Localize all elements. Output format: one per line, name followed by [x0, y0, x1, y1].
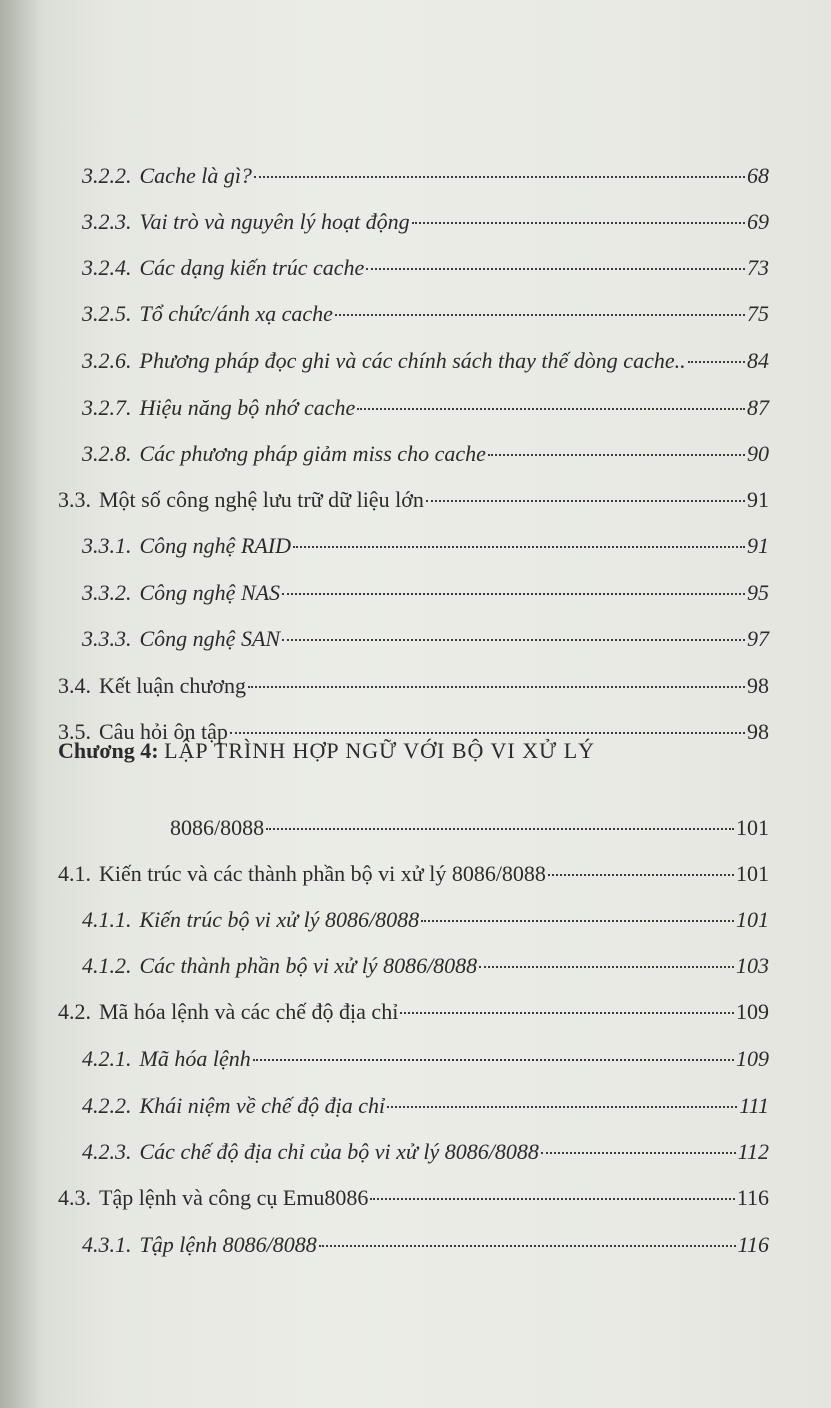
- toc-entry: [82, 208, 769, 236]
- section-number: 4.2.3.: [82, 1139, 132, 1164]
- dot-leader: [230, 732, 745, 734]
- section-number: 3.3.: [58, 487, 91, 512]
- page-number: 101: [736, 861, 769, 886]
- section-title: Các chế độ địa chỉ của bộ vi xử lý 8086/8088: [139, 1139, 539, 1164]
- section-title: Hiệu năng bộ nhớ cache: [139, 395, 356, 420]
- spine-shadow: [0, 0, 40, 1408]
- section-title: Các phương pháp giảm miss cho cache: [139, 441, 486, 466]
- section-number: 3.3.2.: [82, 580, 132, 605]
- section-number: 3.4.: [58, 673, 91, 698]
- dot-leader: [412, 222, 745, 224]
- dot-leader: [421, 920, 734, 922]
- page-number: 116: [737, 1232, 769, 1257]
- section-title: Câu hỏi ôn tập: [99, 719, 228, 744]
- section-title: Phương pháp đọc ghi và các chính sách thay thế dòng cache..: [139, 348, 686, 373]
- dot-leader: [254, 176, 745, 178]
- section-title: Tập lệnh và công cụ Emu8086: [99, 1185, 369, 1210]
- dot-leader: [370, 1198, 734, 1200]
- section-number: 4.2.1.: [82, 1046, 132, 1071]
- toc-entry: [82, 1138, 769, 1166]
- toc-entry: [82, 300, 769, 328]
- section-title: Kết luận chương: [99, 673, 246, 698]
- section-title: Cache là gì?: [139, 163, 252, 188]
- section-number: 3.2.7.: [82, 395, 132, 420]
- page-number: 97: [747, 626, 769, 651]
- dot-leader: [541, 1152, 736, 1154]
- chapter-title-line2-row: [170, 814, 769, 842]
- page-number: 69: [747, 209, 769, 234]
- section-title: Mã hóa lệnh: [139, 1046, 251, 1071]
- section-number: 4.1.1.: [82, 907, 132, 932]
- section-title: Mã hóa lệnh và các chế độ địa chỉ: [99, 999, 399, 1024]
- section-title: Khái niệm về chế độ địa chỉ: [139, 1093, 386, 1118]
- section-number: 4.3.1.: [82, 1232, 132, 1257]
- page-number: 103: [736, 953, 769, 978]
- toc-entry: [82, 347, 769, 375]
- section-title: Công nghệ RAID: [139, 533, 292, 558]
- dot-leader: [426, 500, 745, 502]
- page-number: 84: [747, 348, 769, 373]
- dot-leader: [479, 966, 734, 968]
- page-number: 98: [747, 719, 769, 744]
- page-number: 73: [747, 255, 769, 280]
- section-number: 4.1.: [58, 861, 91, 886]
- page-number: 87: [747, 395, 769, 420]
- section-number: 3.3.3.: [82, 626, 132, 651]
- page-number: 68: [747, 163, 769, 188]
- page-number: 109: [736, 999, 769, 1024]
- section-title: Công nghệ SAN: [139, 626, 281, 651]
- dot-leader: [400, 1012, 734, 1014]
- section-number: 3.2.8.: [82, 441, 132, 466]
- dot-leader: [357, 408, 745, 410]
- page-number: 116: [736, 1185, 769, 1210]
- dot-leader: [282, 593, 745, 595]
- dot-leader: [688, 361, 745, 363]
- toc-entry: [58, 486, 769, 514]
- dot-leader: [335, 314, 745, 316]
- toc-entry: [82, 1231, 769, 1259]
- chapter-title-line2: 8086/8088: [170, 815, 265, 840]
- toc-entry: [82, 394, 769, 422]
- section-title: Kiến trúc bộ vi xử lý 8086/8088: [139, 907, 420, 932]
- dot-leader: [248, 686, 745, 688]
- chapter-heading: [58, 737, 595, 765]
- toc-entry: [82, 579, 769, 607]
- dot-leader: [282, 639, 745, 641]
- section-number: 4.1.2.: [82, 953, 132, 978]
- page-number: 98: [747, 673, 769, 698]
- dot-leader: [548, 874, 734, 876]
- toc-entry: [82, 625, 769, 653]
- page-number: 109: [736, 1046, 769, 1071]
- toc-entry: [82, 1045, 769, 1073]
- toc-entry: [82, 906, 769, 934]
- toc-entry: [58, 998, 769, 1026]
- page-number: 95: [747, 580, 769, 605]
- section-number: 4.2.: [58, 999, 91, 1024]
- toc-entry: [82, 532, 769, 560]
- toc-entry: [82, 440, 769, 468]
- section-title: Kiến trúc và các thành phần bộ vi xử lý 8086/8088: [99, 861, 546, 886]
- dot-leader: [266, 828, 734, 830]
- section-title: Tổ chức/ánh xạ cache: [139, 301, 333, 326]
- dot-leader: [319, 1245, 736, 1247]
- section-number: 3.2.2.: [82, 163, 132, 188]
- chapter-title-line1: LẬP TRÌNH HỢP NGỮ VỚI BỘ VI XỬ LÝ: [164, 738, 596, 763]
- page-number: 101: [736, 907, 769, 932]
- toc-entry: [82, 254, 769, 282]
- section-number: 3.2.5.: [82, 301, 132, 326]
- section-title: Công nghệ NAS: [139, 580, 281, 605]
- dot-leader: [293, 546, 745, 548]
- toc-entry: [82, 162, 769, 190]
- dot-leader: [488, 454, 745, 456]
- section-number: 4.3.: [58, 1185, 91, 1210]
- section-title: Vai trò và nguyên lý hoạt động: [139, 209, 410, 234]
- section-title: Các thành phần bộ vi xử lý 8086/8088: [139, 953, 478, 978]
- page-number: 90: [747, 441, 769, 466]
- section-title: Một số công nghệ lưu trữ dữ liệu lớn: [99, 487, 424, 512]
- toc-entry: [58, 860, 769, 888]
- section-title: Các dạng kiến trúc cache: [139, 255, 365, 280]
- page-number: 91: [747, 533, 769, 558]
- page-number: 91: [747, 487, 769, 512]
- section-number: 3.2.6.: [82, 348, 132, 373]
- dot-leader: [387, 1106, 737, 1108]
- page-number: 75: [747, 301, 769, 326]
- section-number: 4.2.2.: [82, 1093, 132, 1118]
- dot-leader: [366, 268, 745, 270]
- page-number: 111: [739, 1093, 769, 1118]
- section-number: 3.3.1.: [82, 533, 132, 558]
- section-title: Tập lệnh 8086/8088: [139, 1232, 317, 1257]
- section-number: 3.5.: [58, 719, 91, 744]
- page-number: 101: [736, 815, 769, 840]
- toc-entry: [82, 952, 769, 980]
- page-number: 112: [737, 1139, 769, 1164]
- toc-entry: [58, 1184, 769, 1212]
- section-number: 3.2.3.: [82, 209, 132, 234]
- section-number: 3.2.4.: [82, 255, 132, 280]
- chapter-label: Chương 4:: [58, 738, 159, 763]
- toc-entry: [58, 672, 769, 700]
- toc-entry: [82, 1092, 769, 1120]
- dot-leader: [253, 1059, 734, 1061]
